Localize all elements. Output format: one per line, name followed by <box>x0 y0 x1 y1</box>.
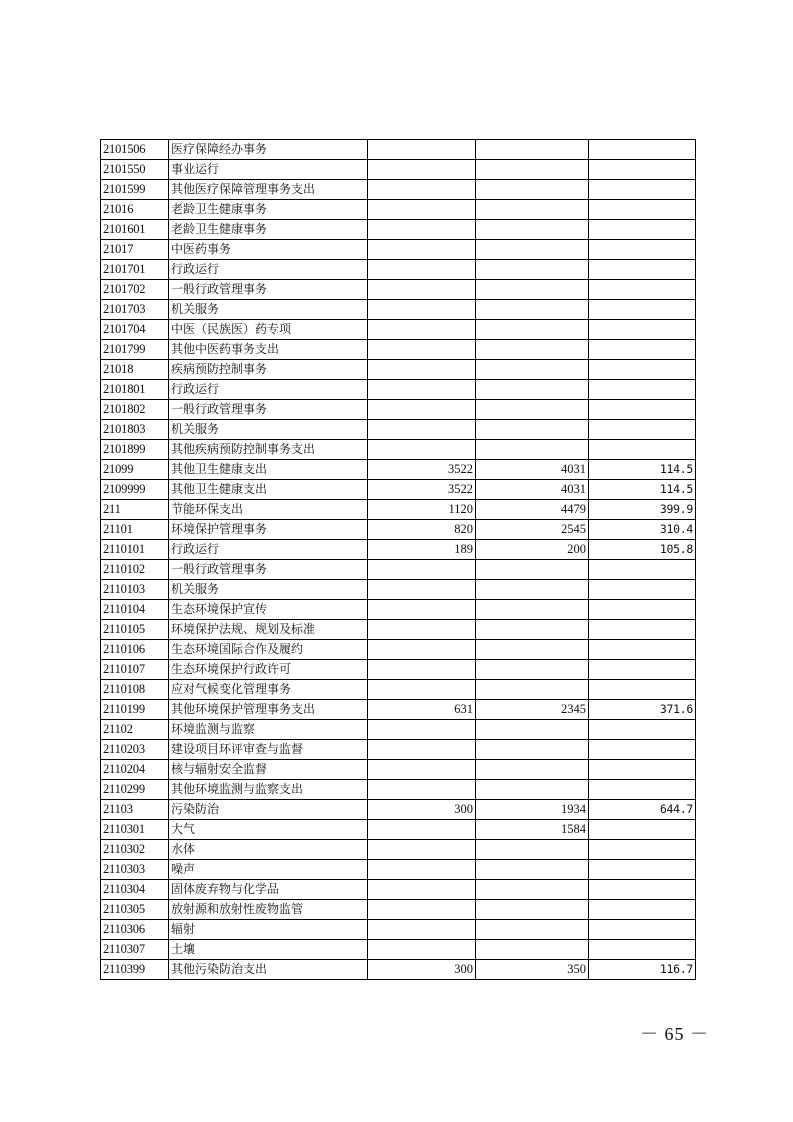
cell-value-1 <box>368 380 476 400</box>
cell-value-2 <box>476 940 589 960</box>
cell-name: 辐射 <box>169 920 368 940</box>
cell-value-2 <box>476 160 589 180</box>
cell-name: 事业运行 <box>169 160 368 180</box>
cell-value-3 <box>589 760 696 780</box>
cell-value-2 <box>476 680 589 700</box>
cell-code: 2101899 <box>101 440 169 460</box>
cell-name: 土壤 <box>169 940 368 960</box>
cell-value-3 <box>589 840 696 860</box>
cell-code: 2110302 <box>101 840 169 860</box>
table-row <box>101 720 696 740</box>
cell-value-1 <box>368 860 476 880</box>
table-row <box>101 300 696 320</box>
cell-value-2 <box>476 740 589 760</box>
cell-value-1: 1120 <box>368 500 476 520</box>
cell-name: 其他环境保护管理事务支出 <box>169 700 368 720</box>
cell-value-2: 4031 <box>476 460 589 480</box>
cell-code: 2101802 <box>101 400 169 420</box>
cell-value-1 <box>368 340 476 360</box>
cell-value-2 <box>476 340 589 360</box>
cell-code: 2110199 <box>101 700 169 720</box>
cell-value-2: 350 <box>476 960 589 980</box>
table-row <box>101 360 696 380</box>
cell-value-3 <box>589 440 696 460</box>
cell-value-2 <box>476 380 589 400</box>
cell-value-3 <box>589 200 696 220</box>
cell-code: 2110103 <box>101 580 169 600</box>
cell-value-1: 300 <box>368 800 476 820</box>
cell-value-1 <box>368 200 476 220</box>
cell-value-1 <box>368 840 476 860</box>
cell-value-2: 1584 <box>476 820 589 840</box>
cell-name: 机关服务 <box>169 300 368 320</box>
cell-value-3 <box>589 820 696 840</box>
cell-name: 其他污染防治支出 <box>169 960 368 980</box>
cell-value-2 <box>476 860 589 880</box>
cell-name: 核与辐射安全监督 <box>169 760 368 780</box>
cell-value-3 <box>589 920 696 940</box>
cell-name: 环境保护管理事务 <box>169 520 368 540</box>
cell-value-3 <box>589 780 696 800</box>
cell-value-1: 300 <box>368 960 476 980</box>
cell-value-1 <box>368 640 476 660</box>
table-row <box>101 320 696 340</box>
cell-code: 2110106 <box>101 640 169 660</box>
table-row <box>101 180 696 200</box>
cell-value-3 <box>589 220 696 240</box>
cell-code: 21018 <box>101 360 169 380</box>
table-row <box>101 680 696 700</box>
cell-name: 噪声 <box>169 860 368 880</box>
table-row <box>101 560 696 580</box>
cell-value-3 <box>589 940 696 960</box>
cell-value-1 <box>368 920 476 940</box>
cell-value-1 <box>368 260 476 280</box>
cell-value-2 <box>476 440 589 460</box>
table-row <box>101 420 696 440</box>
cell-value-1 <box>368 300 476 320</box>
cell-name: 固体废弃物与化学品 <box>169 880 368 900</box>
cell-name: 污染防治 <box>169 800 368 820</box>
cell-value-2 <box>476 360 589 380</box>
cell-value-3 <box>589 580 696 600</box>
cell-value-2 <box>476 780 589 800</box>
cell-value-3: 644.7 <box>589 800 696 820</box>
cell-value-1 <box>368 820 476 840</box>
cell-value-2 <box>476 280 589 300</box>
cell-value-1 <box>368 720 476 740</box>
table-row <box>101 660 696 680</box>
cell-value-3 <box>589 900 696 920</box>
cell-value-3 <box>589 420 696 440</box>
cell-value-1: 3522 <box>368 480 476 500</box>
table-row <box>101 520 696 540</box>
cell-code: 21017 <box>101 240 169 260</box>
cell-code: 2110104 <box>101 600 169 620</box>
cell-code: 2101550 <box>101 160 169 180</box>
cell-code: 2110108 <box>101 680 169 700</box>
cell-name: 机关服务 <box>169 580 368 600</box>
cell-code: 2101801 <box>101 380 169 400</box>
table-row <box>101 380 696 400</box>
cell-value-3 <box>589 880 696 900</box>
cell-code: 2101703 <box>101 300 169 320</box>
cell-value-2 <box>476 420 589 440</box>
cell-value-2 <box>476 220 589 240</box>
table-row <box>101 540 696 560</box>
table-row <box>101 200 696 220</box>
cell-value-2: 2345 <box>476 700 589 720</box>
cell-value-3 <box>589 720 696 740</box>
cell-code: 2110305 <box>101 900 169 920</box>
cell-value-2 <box>476 880 589 900</box>
cell-value-3: 310.4 <box>589 520 696 540</box>
cell-name: 疾病预防控制事务 <box>169 360 368 380</box>
cell-code: 21016 <box>101 200 169 220</box>
cell-name: 环境监测与监察 <box>169 720 368 740</box>
cell-value-3 <box>589 340 696 360</box>
cell-name: 其他卫生健康支出 <box>169 460 368 480</box>
cell-value-2 <box>476 320 589 340</box>
cell-value-2: 4479 <box>476 500 589 520</box>
cell-code: 2101799 <box>101 340 169 360</box>
cell-value-2 <box>476 300 589 320</box>
table-row <box>101 940 696 960</box>
cell-code: 2101506 <box>101 140 169 160</box>
cell-code: 21099 <box>101 460 169 480</box>
cell-value-2 <box>476 760 589 780</box>
cell-value-1 <box>368 760 476 780</box>
cell-code: 2109999 <box>101 480 169 500</box>
cell-code: 2110303 <box>101 860 169 880</box>
cell-value-1 <box>368 240 476 260</box>
cell-code: 2110299 <box>101 780 169 800</box>
table-row <box>101 800 696 820</box>
cell-value-3 <box>589 620 696 640</box>
cell-name: 医疗保障经办事务 <box>169 140 368 160</box>
table-row <box>101 700 696 720</box>
cell-value-3 <box>589 560 696 580</box>
table-row <box>101 340 696 360</box>
cell-value-3 <box>589 680 696 700</box>
page-number: － 65 － <box>640 1024 709 1044</box>
table-row <box>101 440 696 460</box>
table-row <box>101 500 696 520</box>
cell-value-2 <box>476 400 589 420</box>
table-row <box>101 400 696 420</box>
cell-name: 其他医疗保障管理事务支出 <box>169 180 368 200</box>
table-row <box>101 880 696 900</box>
cell-value-2 <box>476 620 589 640</box>
cell-name: 中医（民族医）药专项 <box>169 320 368 340</box>
cell-value-3 <box>589 280 696 300</box>
cell-value-1 <box>368 560 476 580</box>
cell-code: 21102 <box>101 720 169 740</box>
cell-value-2 <box>476 920 589 940</box>
cell-value-2 <box>476 720 589 740</box>
cell-value-3: 105.8 <box>589 540 696 560</box>
cell-code: 2101803 <box>101 420 169 440</box>
cell-code: 2110304 <box>101 880 169 900</box>
cell-value-1 <box>368 140 476 160</box>
table-row <box>101 580 696 600</box>
cell-value-3: 114.5 <box>589 460 696 480</box>
cell-code: 2110301 <box>101 820 169 840</box>
cell-value-1: 3522 <box>368 460 476 480</box>
cell-value-3 <box>589 860 696 880</box>
cell-name: 水体 <box>169 840 368 860</box>
cell-value-1 <box>368 400 476 420</box>
table-row <box>101 600 696 620</box>
cell-name: 应对气候变化管理事务 <box>169 680 368 700</box>
table-row <box>101 160 696 180</box>
cell-value-3 <box>589 300 696 320</box>
cell-value-3 <box>589 400 696 420</box>
cell-value-3 <box>589 640 696 660</box>
table-row <box>101 280 696 300</box>
table-row <box>101 240 696 260</box>
cell-value-2 <box>476 260 589 280</box>
cell-value-2: 2545 <box>476 520 589 540</box>
cell-code: 2110307 <box>101 940 169 960</box>
table-row <box>101 480 696 500</box>
cell-value-1 <box>368 440 476 460</box>
table-row <box>101 920 696 940</box>
cell-name: 老龄卫生健康事务 <box>169 220 368 240</box>
cell-value-2: 200 <box>476 540 589 560</box>
cell-name: 一般行政管理事务 <box>169 560 368 580</box>
cell-value-1: 820 <box>368 520 476 540</box>
table-row <box>101 260 696 280</box>
cell-code: 2101704 <box>101 320 169 340</box>
cell-value-1: 189 <box>368 540 476 560</box>
cell-code: 2110399 <box>101 960 169 980</box>
cell-value-1 <box>368 220 476 240</box>
cell-code: 2101601 <box>101 220 169 240</box>
table-row <box>101 860 696 880</box>
table-row <box>101 620 696 640</box>
cell-name: 其他疾病预防控制事务支出 <box>169 440 368 460</box>
cell-value-3 <box>589 660 696 680</box>
cell-value-2: 4031 <box>476 480 589 500</box>
cell-name: 其他卫生健康支出 <box>169 480 368 500</box>
cell-name: 环境保护法规、规划及标准 <box>169 620 368 640</box>
cell-value-1 <box>368 160 476 180</box>
cell-name: 一般行政管理事务 <box>169 400 368 420</box>
cell-value-1: 631 <box>368 700 476 720</box>
cell-value-3 <box>589 740 696 760</box>
cell-name: 放射源和放射性废物监管 <box>169 900 368 920</box>
cell-name: 节能环保支出 <box>169 500 368 520</box>
table-row <box>101 820 696 840</box>
cell-value-2 <box>476 660 589 680</box>
table-row <box>101 840 696 860</box>
cell-name: 生态环境国际合作及履约 <box>169 640 368 660</box>
cell-code: 21101 <box>101 520 169 540</box>
budget-table-body <box>101 140 696 980</box>
cell-name: 其他环境监测与监察支出 <box>169 780 368 800</box>
cell-value-3 <box>589 360 696 380</box>
cell-value-3: 114.5 <box>589 480 696 500</box>
cell-value-2 <box>476 140 589 160</box>
cell-name: 行政运行 <box>169 260 368 280</box>
cell-value-1 <box>368 420 476 440</box>
cell-value-1 <box>368 680 476 700</box>
cell-value-3 <box>589 140 696 160</box>
cell-value-2 <box>476 600 589 620</box>
cell-value-3 <box>589 260 696 280</box>
cell-name: 行政运行 <box>169 380 368 400</box>
cell-value-3 <box>589 320 696 340</box>
cell-value-1 <box>368 900 476 920</box>
cell-name: 一般行政管理事务 <box>169 280 368 300</box>
cell-name: 大气 <box>169 820 368 840</box>
table-row <box>101 220 696 240</box>
cell-name: 生态环境保护行政许可 <box>169 660 368 680</box>
cell-value-2 <box>476 900 589 920</box>
cell-value-1 <box>368 180 476 200</box>
cell-code: 2110102 <box>101 560 169 580</box>
cell-value-3 <box>589 600 696 620</box>
table-row <box>101 740 696 760</box>
table-row <box>101 900 696 920</box>
table-row <box>101 640 696 660</box>
cell-value-1 <box>368 880 476 900</box>
cell-code: 2110101 <box>101 540 169 560</box>
cell-value-2 <box>476 580 589 600</box>
cell-name: 行政运行 <box>169 540 368 560</box>
table-row <box>101 780 696 800</box>
cell-value-3: 116.7 <box>589 960 696 980</box>
cell-value-3: 371.6 <box>589 700 696 720</box>
cell-name: 生态环境保护宣传 <box>169 600 368 620</box>
cell-code: 2101701 <box>101 260 169 280</box>
table-row <box>101 140 696 160</box>
cell-code: 2110105 <box>101 620 169 640</box>
cell-value-2 <box>476 560 589 580</box>
cell-value-2: 1934 <box>476 800 589 820</box>
cell-value-3 <box>589 160 696 180</box>
cell-code: 2110107 <box>101 660 169 680</box>
cell-code: 211 <box>101 500 169 520</box>
cell-value-2 <box>476 180 589 200</box>
cell-value-1 <box>368 740 476 760</box>
table-row <box>101 460 696 480</box>
cell-name: 老龄卫生健康事务 <box>169 200 368 220</box>
cell-value-1 <box>368 580 476 600</box>
cell-value-3 <box>589 380 696 400</box>
cell-name: 其他中医药事务支出 <box>169 340 368 360</box>
cell-value-3 <box>589 180 696 200</box>
cell-value-1 <box>368 660 476 680</box>
cell-code: 2110306 <box>101 920 169 940</box>
cell-code: 2101599 <box>101 180 169 200</box>
cell-value-1 <box>368 940 476 960</box>
cell-name: 机关服务 <box>169 420 368 440</box>
cell-value-2 <box>476 640 589 660</box>
cell-name: 建设项目环评审查与监督 <box>169 740 368 760</box>
cell-value-1 <box>368 320 476 340</box>
table-row <box>101 960 696 980</box>
table-row <box>101 760 696 780</box>
cell-name: 中医药事务 <box>169 240 368 260</box>
cell-value-1 <box>368 360 476 380</box>
cell-code: 2101702 <box>101 280 169 300</box>
budget-table <box>100 139 696 980</box>
cell-code: 21103 <box>101 800 169 820</box>
cell-value-2 <box>476 200 589 220</box>
cell-code: 2110203 <box>101 740 169 760</box>
cell-value-2 <box>476 840 589 860</box>
cell-value-1 <box>368 780 476 800</box>
cell-value-1 <box>368 280 476 300</box>
cell-value-3: 399.9 <box>589 500 696 520</box>
cell-value-2 <box>476 240 589 260</box>
cell-value-1 <box>368 600 476 620</box>
cell-code: 2110204 <box>101 760 169 780</box>
cell-value-1 <box>368 620 476 640</box>
cell-value-3 <box>589 240 696 260</box>
